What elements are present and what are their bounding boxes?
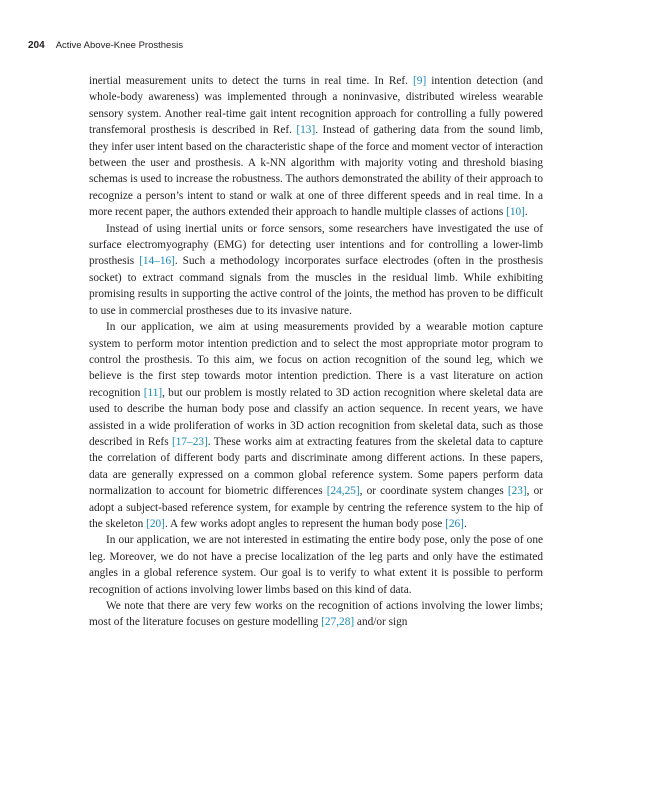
paragraph-4 xyxy=(89,532,543,598)
page-number: 204 xyxy=(28,40,45,51)
text-run: , but our problem is mostly related to 3D action recognition where skeletal data are used to describe the human body pose and classify an action sequence. In recent years, we have assisted in a wide proliferation of works in 3D action recognition from skeletal data, such as those described in Refs xyxy=(89,386,543,448)
text-run: and/or sign xyxy=(354,616,408,629)
text-run: intention detection (and whole-body awareness) was implemented through a noninvasive, distributed wireless wearable sensory system. Another real-time gait intent recognition approach for controlling a fully powered transfemoral prosthesis is described in Ref. xyxy=(89,75,543,137)
text-run: , or adopt a subject-based reference system, for example by centring the reference system to the hip of the skeleton xyxy=(89,485,544,530)
text-run: Instead of using inertial units or force sensors, some researchers have investigated the use of surface electromyography (EMG) for detecting user intentions and for controlling a lower-limb prosthesis xyxy=(89,222,543,268)
paragraph-3 xyxy=(89,319,543,532)
citation-link[interactable]: [23] xyxy=(507,485,527,498)
paragraph-2 xyxy=(89,221,543,319)
text-run: In our application, we are not interested in estimating the entire body pose, only the pose of one leg. Moreover, we do not have a precise localization of the leg parts and only have the estimated angles in a global reference system. Our goal is to verify to what extent it is possible to perform recognition of actions involving lower limbs based on this kind of data. xyxy=(89,534,543,596)
text-run: We note that there are very few works on the recognition of actions involving the lower limbs; most of the literature focuses on gesture modelling xyxy=(89,600,543,629)
running-title: Active Above-Knee Prosthesis xyxy=(55,40,183,51)
text-run: In our application, we aim at using measurements provided by a wearable motion capture system to perform motor intention prediction and to select the most appropriate motor program to control the prosthesis. To this aim, we focus on action recognition of the sound leg, which we believe is the first step towards motor intention prediction. There is a vast literature on action recognition xyxy=(89,321,543,399)
text-run: inertial measurement units to detect the turns in real time. In Ref. xyxy=(89,75,414,87)
citation-link[interactable]: [20] xyxy=(146,517,165,530)
citation-link[interactable]: [26] xyxy=(445,517,464,530)
citation-link[interactable]: [14–16] xyxy=(139,255,175,268)
citation-link[interactable]: [11] xyxy=(143,386,163,399)
paragraph-1 xyxy=(89,73,543,221)
citation-link[interactable]: [24,25] xyxy=(326,485,360,498)
citation-link[interactable]: [17–23] xyxy=(172,435,208,448)
citation-link[interactable]: [27,28] xyxy=(321,616,355,629)
text-run: . xyxy=(463,517,467,530)
text-run: , or coordinate system changes xyxy=(359,485,508,498)
paragraph-5 xyxy=(89,598,543,631)
citation-link[interactable]: [9] xyxy=(413,75,427,87)
text-run: . xyxy=(524,206,528,219)
running-header xyxy=(28,40,183,51)
text-run: . Such a methodology incorporates surface electrodes (often in the prosthesis socket) to extract command signals from the muscles in the residual limb. While exhibiting promising results in supporting the active control of the joints, the method has proven to be difficult to use in commercial prostheses due to its invasive nature. xyxy=(89,255,544,317)
citation-link[interactable]: [10] xyxy=(506,206,525,219)
text-run: . These works aim at extracting features from the skeletal data to capture the correlation of different body parts and discriminate among different actions. In these papers, data are generally expressed on a common global reference system. Some papers perform data normalization to account for biometric differences xyxy=(89,435,543,498)
citation-link[interactable]: [13] xyxy=(296,124,316,137)
text-run: . A few works adopt angles to represent the human body pose xyxy=(164,517,446,530)
body-text xyxy=(89,73,543,631)
text-run: . Instead of gathering data from the sound limb, they infer user intent based on the characteristic shape of the force and moment vector of interaction between the user and prosthesis. A k-NN algorithm with majority voting and threshold biasing schemas is used to increase the robustness. The authors demonstrated the ability of their approach to recognize a person’s intent to stand or walk at one of three different speeds and in real time. In a more recent paper, the authors extended their approach to handle multiple classes of actions xyxy=(89,124,543,219)
